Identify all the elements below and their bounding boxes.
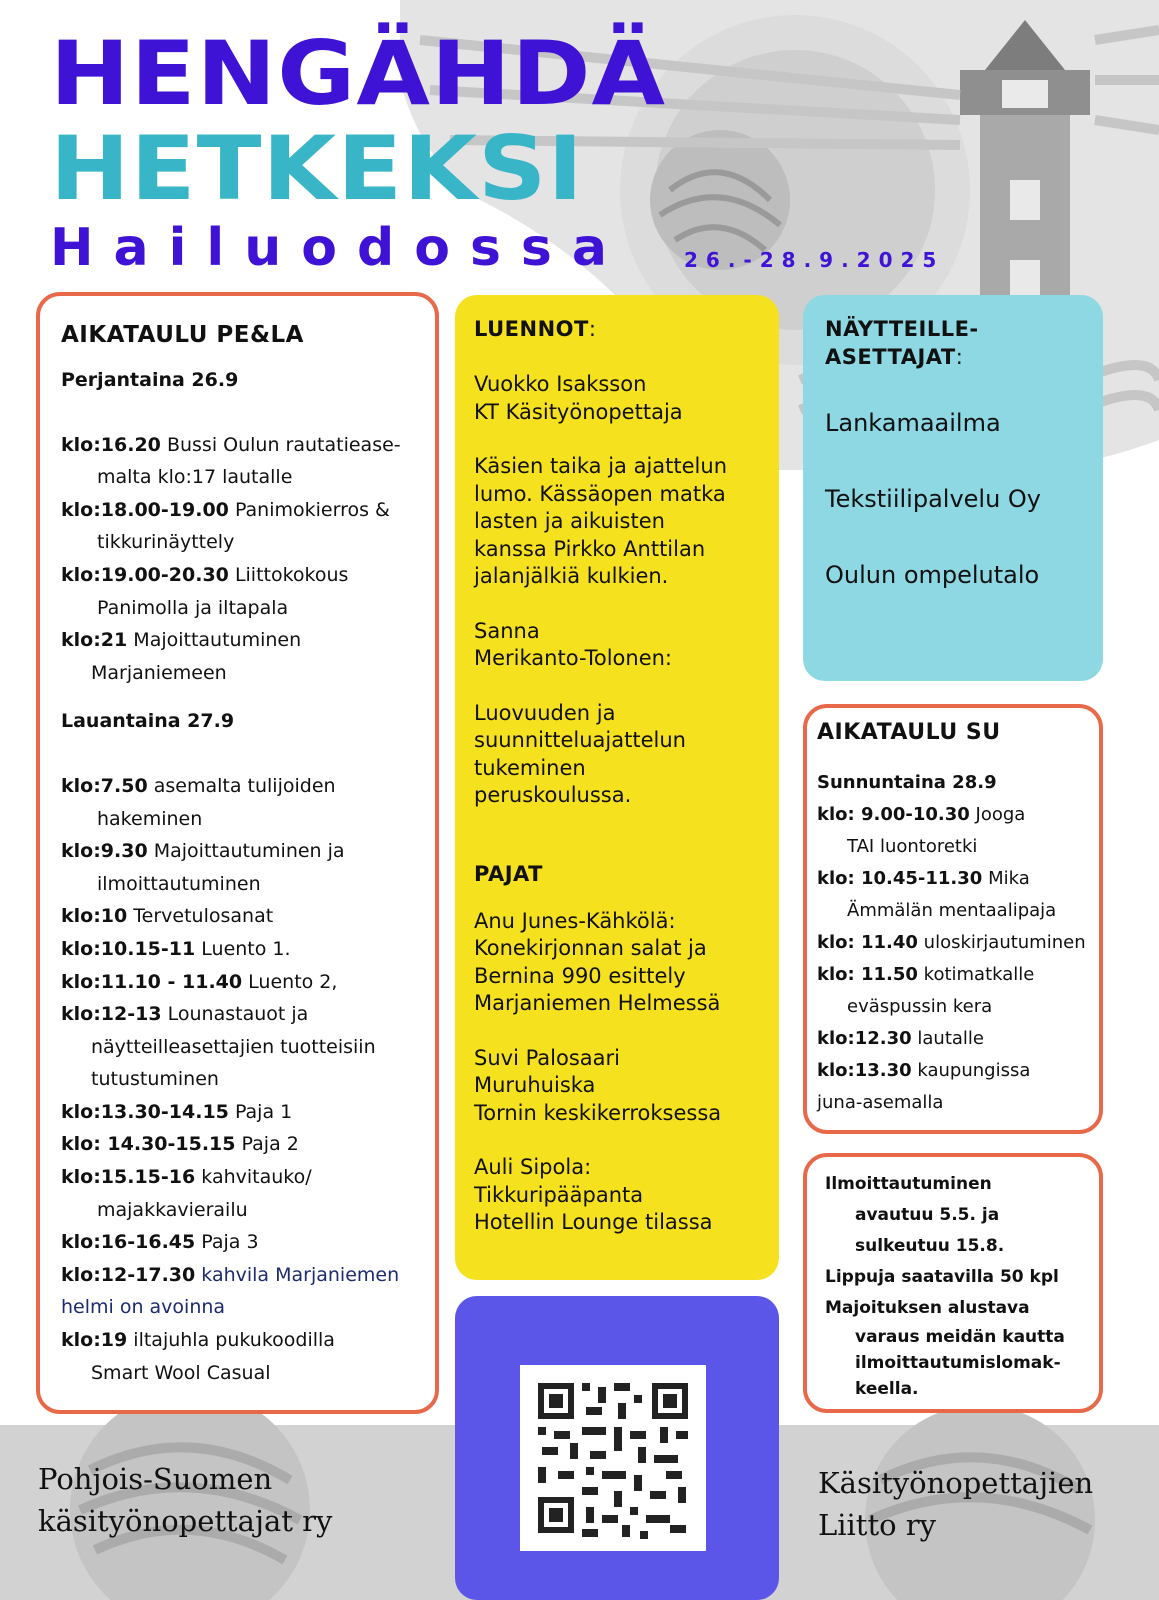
- schedule-item: klo:18.00-19.00 Panimokierros &: [61, 498, 390, 521]
- schedule-item-cont: Ämmälän mentaalipaja: [847, 900, 1057, 921]
- schedule-item: klo: 14.30-15.15 Paja 2: [61, 1133, 299, 1156]
- exhibitor-item: Tekstiilipalvelu Oy: [825, 485, 1042, 513]
- schedule-item-cont: hakeminen: [97, 807, 203, 830]
- saturday-heading: Lauantaina 27.9: [61, 710, 235, 733]
- schedule-fri-sat-title: AIKATAULU PE&LA: [61, 322, 304, 348]
- lecture-description: peruskoulussa.: [474, 783, 632, 807]
- schedule-item-cont: ilmoittautuminen: [97, 872, 261, 895]
- event-dates: 26.-28.9.2025: [684, 248, 945, 272]
- workshop-description: Konekirjonnan salat ja: [474, 936, 707, 960]
- schedule-item: klo:13.30 kaupungissa: [817, 1060, 1031, 1081]
- lectures-title: LUENNOT:: [474, 317, 597, 341]
- schedule-item: klo:11.10 - 11.40 Luento 2,: [61, 970, 338, 993]
- workshop-description: Tornin keskikerroksessa: [474, 1100, 722, 1125]
- schedule-item-cont: Smart Wool Casual: [91, 1361, 271, 1384]
- lecture-description: lumo. Kässäopen matka: [474, 481, 726, 506]
- schedule-item: klo:21 Majoittautuminen: [61, 629, 302, 652]
- exhibitors-card: [803, 295, 1103, 681]
- title-line-2: HETKEKSI: [50, 117, 584, 220]
- title-line-3: Hailuodossa: [50, 218, 627, 278]
- qr-code-icon[interactable]: [520, 1365, 706, 1551]
- schedule-fri-sat-card: [36, 292, 439, 1414]
- schedule-item-cont: malta klo:17 lautalle: [97, 466, 293, 489]
- registration-line: Ilmoittautuminen: [825, 1174, 992, 1194]
- lecture-description: lasten ja aikuisten: [474, 509, 665, 533]
- schedule-item: klo:19.00-20.30 Liittokokous: [61, 563, 349, 586]
- schedule-item-cont: Panimolla ja iltapala: [97, 596, 289, 619]
- schedule-item: klo:15.15-16 kahvitauko/: [61, 1166, 312, 1189]
- workshop-description: Muruhuiska: [474, 1073, 596, 1097]
- schedule-item: klo: 10.45-11.30 Mika: [817, 868, 1030, 889]
- schedule-item: klo:13.30-14.15 Paja 1: [61, 1100, 293, 1123]
- schedule-item: klo:12-13 Lounastauot ja: [61, 1003, 309, 1026]
- lecture-description: Luovuuden ja: [474, 700, 616, 725]
- schedule-item-cont: TAI luontoretki: [847, 836, 978, 857]
- lecture-description: jalanjälkiä kulkien.: [474, 564, 669, 588]
- schedule-item: klo:16-16.45 Paja 3: [61, 1231, 259, 1254]
- lecture-description: kanssa Pirkko Anttilan: [474, 536, 706, 561]
- schedule-item-cont: tikkurinäyttely: [97, 531, 235, 554]
- lecture-speaker: Merikanto-Tolonen:: [474, 646, 673, 670]
- lecture-description: tukeminen: [474, 755, 586, 780]
- workshops-title: PAJAT: [474, 861, 543, 886]
- lecture-speaker-role: KT Käsityönopettaja: [474, 399, 683, 424]
- schedule-item: klo:12-17.30 kahvila Marjaniemen: [61, 1263, 400, 1286]
- title-line-1: HENGÄHDÄ: [50, 22, 667, 125]
- registration-card: [803, 1153, 1103, 1413]
- schedule-sun-card: [803, 704, 1103, 1134]
- registration-line: Lippuja saatavilla 50 kpl: [825, 1267, 1059, 1287]
- registration-line: varaus meidän kautta: [855, 1327, 1065, 1347]
- lecture-description: Käsien taika ja ajattelun: [474, 454, 728, 478]
- footer-organizer-right: Käsityönopettajien Liitto ry: [818, 1466, 1094, 1542]
- schedule-item-cont: Marjaniemeen: [91, 661, 227, 684]
- schedule-item: klo:10.15-11 Luento 1.: [61, 937, 291, 960]
- workshop-leader: Suvi Palosaari: [474, 1045, 620, 1070]
- workshop-leader: Auli Sipola:: [474, 1155, 592, 1179]
- schedule-item-cont: juna-asemalla: [817, 1092, 944, 1113]
- schedule-item: klo: 9.00-10.30 Jooga: [817, 804, 1026, 825]
- schedule-item-cont: majakkavierailu: [97, 1198, 248, 1221]
- schedule-item: klo:9.30 Majoittautuminen ja: [61, 840, 345, 863]
- lecture-description: suunnitteluajattelun: [474, 728, 686, 752]
- schedule-sun-title: AIKATAULU SU: [817, 720, 1001, 745]
- schedule-item-cont: näytteilleasettajien tuotteisiin: [91, 1035, 376, 1058]
- registration-line: ilmoittautumislomak-: [855, 1353, 1061, 1373]
- workshop-description: Hotellin Lounge tilassa: [474, 1210, 713, 1234]
- schedule-item: klo:19 iltajuhla pukukoodilla: [61, 1329, 335, 1352]
- schedule-item-cont: helmi on avoinna: [61, 1296, 226, 1319]
- schedule-item-cont: eväspussin kera: [847, 996, 993, 1017]
- schedule-item: klo: 11.40 uloskirjautuminen: [817, 932, 1086, 953]
- lecture-speaker: Vuokko Isaksson: [474, 372, 647, 396]
- workshop-description: Tikkuripääpanta: [474, 1182, 644, 1207]
- schedule-item: klo:16.20 Bussi Oulun rautatiease-: [61, 433, 401, 456]
- lectures-card: [455, 295, 779, 1280]
- lecture-speaker: Sanna: [474, 618, 540, 643]
- registration-line: keella.: [855, 1379, 919, 1399]
- registration-line: avautuu 5.5. ja: [855, 1205, 1000, 1225]
- workshop-description: Bernina 990 esittely: [474, 963, 686, 988]
- schedule-item: klo:12.30 lautalle: [817, 1028, 984, 1049]
- friday-heading: Perjantaina 26.9: [61, 369, 239, 391]
- exhibitors-title: ASETTAJAT:: [825, 345, 964, 369]
- footer-organizer-left: Pohjois-Suomen käsityönopettajat ry: [38, 1462, 333, 1538]
- schedule-item-cont: tutustuminen: [91, 1068, 219, 1091]
- schedule-item: klo: 11.50 kotimatkalle: [817, 964, 1035, 985]
- schedule-item: klo:10 Tervetulosanat: [61, 905, 274, 928]
- registration-line: Majoituksen alustava: [825, 1298, 1030, 1318]
- workshop-leader: Anu Junes-Kähkölä:: [474, 908, 676, 933]
- exhibitor-item: Oulun ompelutalo: [825, 561, 1040, 589]
- sunday-heading: Sunnuntaina 28.9: [817, 772, 997, 793]
- workshop-description: Marjaniemen Helmessä: [474, 991, 721, 1015]
- schedule-item: klo:7.50 asemalta tulijoiden: [61, 774, 336, 797]
- registration-line: sulkeutuu 15.8.: [855, 1236, 1005, 1256]
- exhibitor-item: Lankamaailma: [825, 409, 1001, 437]
- exhibitors-title: NÄYTTEILLE-: [825, 317, 979, 341]
